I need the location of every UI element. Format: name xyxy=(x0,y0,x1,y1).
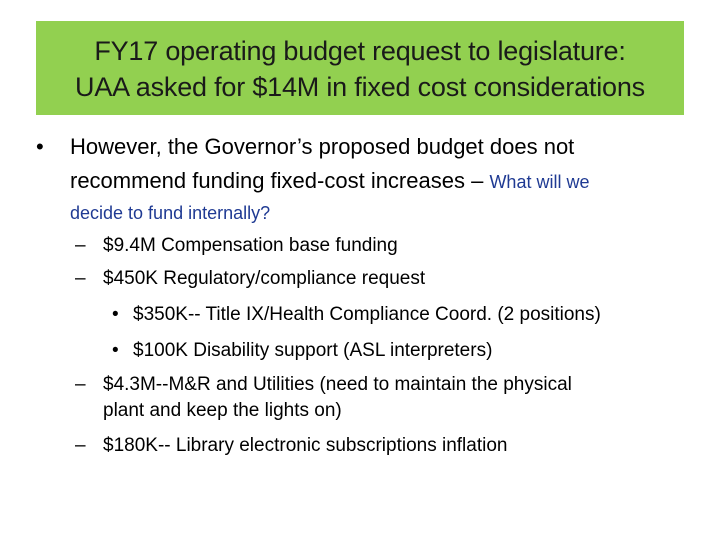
sub-bullet-marker: – xyxy=(75,374,86,395)
main-bullet-question-part-1: What will we xyxy=(489,172,590,192)
subsub-bullet-disability: $100K Disability support (ASL interpreters) xyxy=(133,340,493,361)
sub-bullet-marker: – xyxy=(75,235,86,256)
sub-bullet-regulatory: $450K Regulatory/compliance request xyxy=(103,268,426,289)
subsub-bullet-title-ix: $350K-- Title IX/Health Compliance Coord. (2 positions) xyxy=(133,304,601,325)
main-bullet-marker: • xyxy=(36,134,44,159)
main-bullet-prefix: recommend funding fixed-cost increases – xyxy=(70,168,490,193)
sub-bullet-compensation: $9.4M Compensation base funding xyxy=(103,235,398,256)
sub-bullet-mr-utilities-continued: plant and keep the lights on) xyxy=(103,400,342,421)
sub-bullet-mr-utilities: $4.3M--M&R and Utilities (need to maintain the physical xyxy=(103,374,572,395)
sub-bullet-library: $180K-- Library electronic subscriptions inflation xyxy=(103,435,508,456)
title-line-2: UAA asked for $14M in fixed cost considerations xyxy=(75,72,645,102)
main-bullet-line-2 xyxy=(70,167,589,196)
sub-bullet-marker: – xyxy=(75,435,86,456)
subsub-bullet-marker: • xyxy=(112,304,119,325)
main-bullet-question-part-2: decide to fund internally? xyxy=(70,203,271,223)
title-line-1: FY17 operating budget request to legislature: xyxy=(94,36,626,66)
main-bullet-line-1: However, the Governor’s proposed budget does not xyxy=(70,134,575,159)
subsub-bullet-marker: • xyxy=(112,340,119,361)
sub-bullet-marker: – xyxy=(75,268,86,289)
